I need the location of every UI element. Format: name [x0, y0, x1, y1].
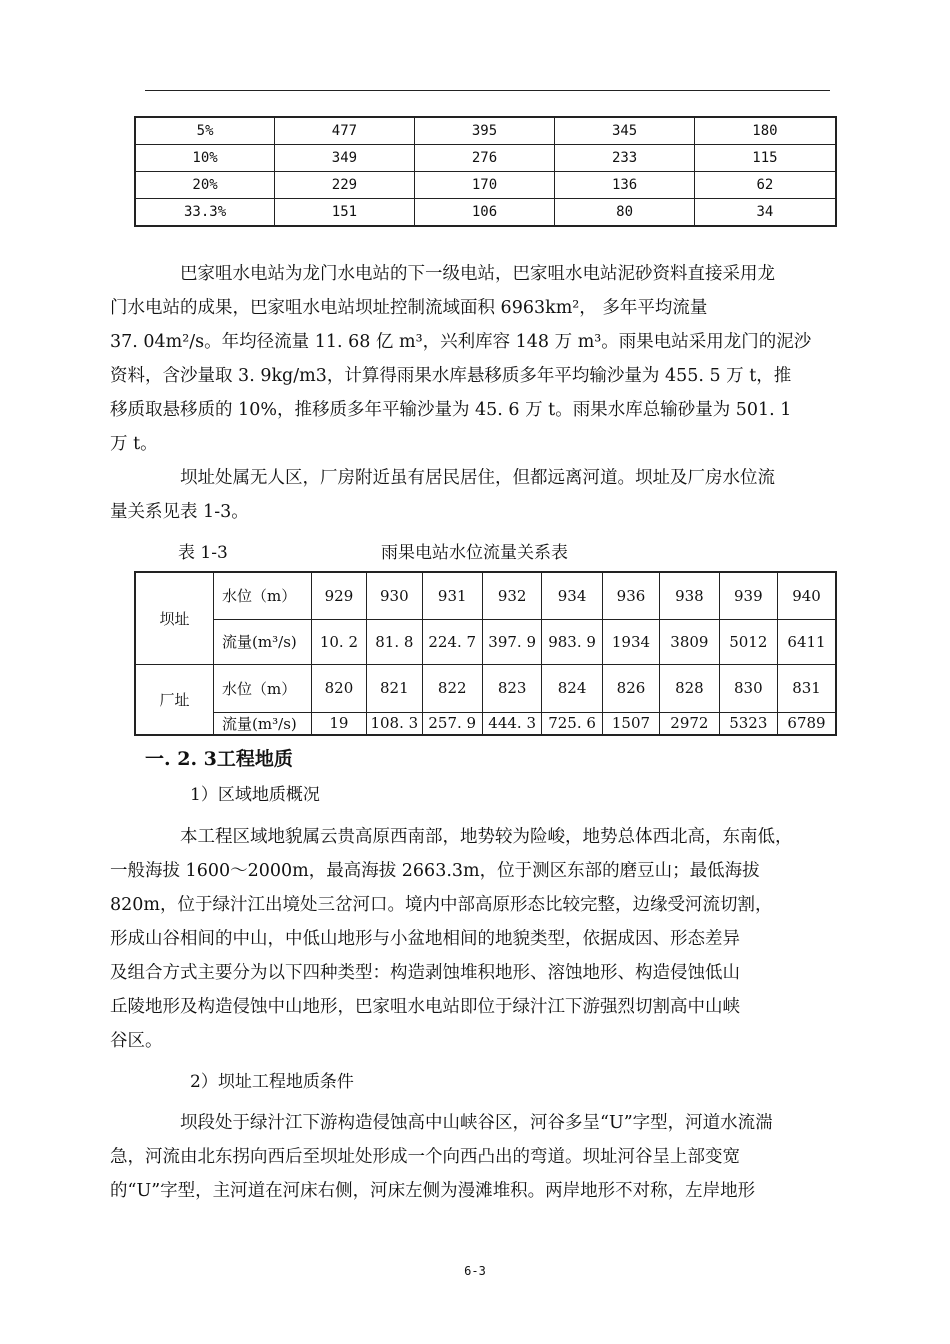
text-line: 一般海拔 1600～2000m，最高海拔 2663.3m，位于测区东部的磨豆山；最低海拔	[110, 861, 760, 881]
plant-flow-cell: 108. 3	[367, 712, 422, 735]
plant-flow-cell: 5323	[719, 712, 777, 735]
subheading-dam-geology: 2）坝址工程地质条件	[190, 1072, 354, 1092]
text-line: 的“U”字型，主河道在河床右侧，河床左侧为漫滩堆积。两岸地形不对称，左岸地形	[110, 1181, 756, 1201]
plant-flow-cell: 2972	[660, 712, 719, 735]
text-line: 丘陵地形及构造侵蚀中山地形，巴家咀水电站即位于绿汁江下游强烈切割高中山峡	[110, 997, 740, 1017]
table-cell: 477	[275, 117, 415, 145]
text-line: 820m，位于绿汁江出境处三岔河口。境内中部高原形态比较完整，边缘受河流切割，	[110, 895, 773, 915]
dam-flow-cell: 1934	[602, 619, 659, 664]
dam-flow-cell: 6411	[778, 619, 836, 664]
table-row	[135, 145, 836, 172]
table-cell: 229	[275, 172, 415, 199]
dam-flow-cell: 5012	[719, 619, 777, 664]
plant-flow-cell: 1507	[602, 712, 659, 735]
table-cell: 115	[694, 145, 836, 172]
table-cell: 395	[414, 117, 555, 145]
table-cell: 20%	[135, 172, 275, 199]
plant-flow-cell: 444. 3	[482, 712, 541, 735]
table-cell: 180	[694, 117, 836, 145]
dam-level-cell: 934	[542, 572, 602, 619]
text-line: 本工程区域地貌属云贵高原西南部，地势较为险峻，地势总体西北高，东南低，	[180, 827, 793, 847]
table-cell: 80	[555, 199, 695, 227]
table-cell: 10%	[135, 145, 275, 172]
table-cell: 276	[414, 145, 555, 172]
table-cell: 136	[555, 172, 695, 199]
dam-level-cell: 940	[778, 572, 836, 619]
dam-flow-cell: 10. 2	[311, 619, 366, 664]
text-line: 资料，含沙量取 3. 9kg/m3，计算得雨果水库悬移质多年平均输沙量为 455. 5 万 t，推	[110, 366, 792, 386]
dam-flow-cell: 81. 8	[367, 619, 422, 664]
plant-level-cell: 821	[367, 664, 422, 712]
text-line: 万 t。	[110, 434, 158, 454]
table-cell: 170	[414, 172, 555, 199]
table-cell: 151	[275, 199, 415, 227]
plant-flow-label: 流量(m³/s)	[214, 712, 312, 735]
text-line: 量关系见表 1-3。	[110, 502, 249, 522]
plant-flow-cell: 6789	[778, 712, 836, 735]
table-caption-label: 表 1-3	[178, 543, 228, 563]
dam-level-label: 水位（m）	[214, 572, 312, 619]
text-line: 形成山谷相间的中山，中低山地形与小盆地相间的地貌类型，依据成因、形态差异	[110, 929, 740, 949]
text-line: 门水电站的成果，巴家咀水电站坝址控制流域面积 6963km²， 多年平均流量	[110, 298, 708, 318]
plant-level-cell: 826	[602, 664, 659, 712]
subheading-regional-geology: 1）区域地质概况	[190, 785, 320, 805]
table-row	[135, 199, 836, 227]
dam-flow-cell: 983. 9	[542, 619, 602, 664]
dam-level-cell: 939	[719, 572, 777, 619]
page-number: 6-3	[464, 1264, 486, 1278]
table-cell: 62	[694, 172, 836, 199]
table-cell: 33.3%	[135, 199, 275, 227]
text-line: 坝址处属无人区，厂房附近虽有居民居住，但都远离河道。坝址及厂房水位流	[180, 468, 775, 488]
table-cell: 34	[694, 199, 836, 227]
text-line: 谷区。	[110, 1031, 163, 1051]
text-line: 37. 04m²/s。年均径流量 11. 68 亿 m³，兴利库容 148 万 m³。雨果电站采用龙门的泥沙	[110, 332, 812, 352]
dam-level-cell: 938	[660, 572, 719, 619]
text-line: 坝段处于绿汁江下游构造侵蚀高中山峡谷区，河谷多呈“U”字型，河道水流湍	[180, 1113, 773, 1133]
dam-flow-label: 流量(m³/s)	[214, 619, 312, 664]
dam-level-cell: 929	[311, 572, 366, 619]
plant-flow-cell: 725. 6	[542, 712, 602, 735]
plant-level-label: 水位（m）	[214, 664, 312, 712]
table-cell: 349	[275, 145, 415, 172]
dam-flow-cell: 3809	[660, 619, 719, 664]
plant-flow-cell: 257. 9	[422, 712, 482, 735]
section-heading: 一. 2. 3工程地质	[145, 748, 293, 770]
plant-site-label: 厂址	[135, 664, 214, 735]
text-line: 及组合方式主要分为以下四种类型：构造剥蚀堆积地形、溶蚀地形、构造侵蚀低山	[110, 963, 740, 983]
text-line: 急，河流由北东拐向西后至坝址处形成一个向西凸出的弯道。坝址河谷呈上部变宽	[110, 1147, 740, 1167]
dam-level-cell: 932	[482, 572, 541, 619]
table-row	[135, 172, 836, 199]
table-caption-title: 雨果电站水位流量关系表	[381, 543, 568, 563]
dam-flow-cell: 397. 9	[482, 619, 541, 664]
paragraph-dam-site	[110, 461, 830, 529]
table-cell: 233	[555, 145, 695, 172]
plant-level-cell: 820	[311, 664, 366, 712]
frequency-table	[134, 116, 837, 227]
dam-site-label: 坝址	[135, 572, 214, 664]
plant-level-cell: 828	[660, 664, 719, 712]
plant-level-cell: 831	[778, 664, 836, 712]
table-cell: 106	[414, 199, 555, 227]
table-cell: 345	[555, 117, 695, 145]
dam-flow-cell: 224. 7	[422, 619, 482, 664]
paragraph-regional-geology	[110, 820, 830, 1058]
text-line: 移质取悬移质的 10%，推移质多年平输沙量为 45. 6 万 t。雨果水库总输砂量为 501. 1	[110, 400, 792, 420]
plant-level-cell: 823	[482, 664, 541, 712]
paragraph-sediment	[110, 257, 830, 461]
dam-level-cell: 930	[367, 572, 422, 619]
table-cell: 5%	[135, 117, 275, 145]
header-rule	[145, 90, 830, 91]
water-level-flow-table	[134, 571, 837, 736]
plant-flow-cell: 19	[311, 712, 366, 735]
dam-level-cell: 936	[602, 572, 659, 619]
plant-level-cell: 830	[719, 664, 777, 712]
dam-level-cell: 931	[422, 572, 482, 619]
plant-level-cell: 824	[542, 664, 602, 712]
paragraph-dam-geology	[110, 1106, 830, 1208]
plant-level-cell: 822	[422, 664, 482, 712]
table-row	[135, 117, 836, 145]
text-line: 巴家咀水电站为龙门水电站的下一级电站，巴家咀水电站泥砂资料直接采用龙	[180, 264, 775, 284]
